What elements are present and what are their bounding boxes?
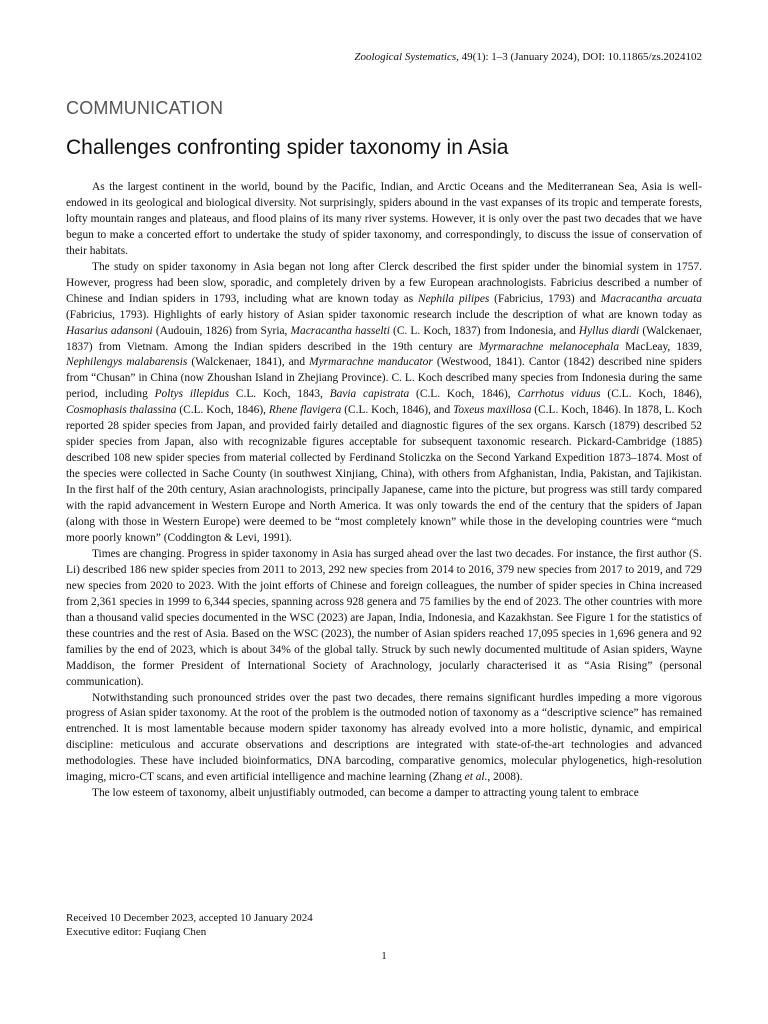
italic-term: Myrmarachne manducator bbox=[309, 356, 433, 369]
text-run: , 2008). bbox=[487, 771, 523, 784]
paragraph bbox=[66, 260, 702, 547]
paragraph bbox=[66, 180, 702, 260]
text-run: (Fabricius, 1793). Highlights of early history of Asian spider taxonomic research include the description of what are known today as bbox=[66, 308, 702, 321]
italic-term: Cosmophasis thalassina bbox=[66, 404, 177, 417]
text-run: (Audouin, 1826) from Syria, bbox=[152, 324, 291, 337]
text-run: Times are changing. Progress in spider taxonomy in Asia has surged ahead over the last two decades. For instance, the first author (S. Li) described 186 new spider species from 2011 to 2013, 292 new species from 2014 to 2016, 379 new species from 2017 to 2019, and 729 new species from 2020 to 2023. With the joint efforts of Chinese and foreign colleagues, the number of spider species in China increased from 2,361 species in 1999 to 6,344 species, spanning across 928 genera and 75 families by the end of 2023. The other countries with more than a thousand valid species documented in the WSC (2023) are Japan, India, Indonesia, and Kazakhstan. See Figure 1 for the statistics of these countries and the rest of Asia. Based on the WSC (2023), the number of Asian spiders reached 17,095 species in 1,696 genera and 92 families by the end of 2023, which is about 34% of the global tally. Struck by such newly documented multitude of Asian spiders, Wayne Maddison, the former President of International Society of Arachnology, jocularly characterised it as “Asia Rising” (personal communication). bbox=[66, 547, 702, 688]
italic-term: Macracantha arcuata bbox=[600, 292, 702, 305]
text-run: As the largest continent in the world, bound by the Pacific, Indian, and Arctic Oceans and the Mediterranean Sea, Asia is well-endowed in its geological and biological diversity. Not surprisingly, spiders abound in the vast expanses of its tropic and temperate forests, lofty mountain ranges and plateaus, and flood plains of its many river systems. However, it is only over the past two decades that we have begun to make a concerted effort to undertake the study of spider taxonomy, and correspondingly, to discuss the issue of conservation of their habitats. bbox=[66, 181, 702, 257]
text-run: Notwithstanding such pronounced strides over the past two decades, there remains significant hurdles impeding a more vigorous progress of Asian spider taxonomy. At the root of the problem is the outmoded notion of taxonomy as a “descriptive science” has remained entrenched. It is most lamentable because modern spider taxonomy has already evolved into a more holistic, dynamic, and empirical discipline: meticulous and accurate observations and descriptions are integrated with state-of-the-art technologies and advanced methodologies. These have included bioinformatics, DNA barcoding, comparative genomics, molecular phylogenetics, high-resolution imaging, micro-CT scans, and even artificial intelligence and machine learning (Zhang bbox=[66, 691, 702, 784]
section-label: COMMUNICATION bbox=[66, 98, 224, 118]
text-run: (C.L. Koch, 1846), bbox=[176, 404, 269, 417]
text-run: (C. L. Koch, 1837) from Indonesia, and bbox=[389, 324, 579, 337]
text-run: (Walckenaer, 1837) from Vietnam. Among the Indian spiders described in the 19th century are bbox=[66, 324, 702, 353]
italic-term: Macracantha hasselti bbox=[290, 324, 390, 337]
text-run: (C.L. Koch, 1846), and bbox=[341, 404, 454, 417]
article-footer bbox=[66, 911, 313, 939]
italic-term: Myrmarachne melanocephala bbox=[478, 340, 620, 353]
italic-term: Nephila pilipes bbox=[418, 292, 490, 305]
italic-term: Toxeus maxillosa bbox=[453, 404, 532, 417]
text-run: The study on spider taxonomy in Asia began not long after Clerck described the first spider under the binomial system in 1757. However, progress had been slow, sporadic, and completely driven by a few European arachnologists. Fabricius described a number of Chinese and Indian spiders in 1793, including what are known today as bbox=[66, 260, 702, 305]
citation-details: , 49(1): 1–3 (January 2024), DOI: 10.11865/zs.2024102 bbox=[456, 51, 702, 63]
paragraph bbox=[66, 786, 702, 802]
text-run: (C.L. Koch, 1846), bbox=[409, 388, 518, 401]
text-run: The low esteem of taxonomy, albeit unjustifiably outmoded, can become a damper to attracting young talent to embrace bbox=[92, 787, 639, 800]
italic-term: Hyllus diardi bbox=[578, 324, 640, 337]
page-number: 1 bbox=[381, 950, 387, 962]
text-run: (C.L. Koch, 1846), bbox=[600, 388, 702, 401]
italic-term: Hasarius adansoni bbox=[66, 324, 153, 337]
italic-term: Nephilengys malabarensis bbox=[66, 356, 188, 369]
received-date: Received 10 December 2023, accepted 10 January 2024 bbox=[66, 912, 313, 924]
text-run: MacLeay, 1839, bbox=[619, 340, 702, 353]
executive-editor: Executive editor: Fuqiang Chen bbox=[66, 926, 207, 938]
text-run: (Fabricius, 1793) and bbox=[489, 292, 601, 305]
italic-term: et al. bbox=[464, 771, 488, 784]
article-body bbox=[66, 180, 702, 802]
italic-term: Poltys illepidus bbox=[154, 388, 230, 401]
text-run: (C.L. Koch, 1846). In 1878, L. Koch reported 28 spider species from Japan, and provided fairly detailed and diagnostic figures of the sex organs. Karsch (1879) described 52 spider species from Japan, also with recognizable figures acceptable for subsequent taxonomic research. Pickard-Cambridge (1885) described 108 new spider species from material collected by Ferdinand Stoliczka on the Second Yarkand Expedition 1873–1874. Most of the species were collected in Sache County (in southwest Xinjiang, China), with others from Afghanistan, India, Pakistan, and Tajikistan. In the first half of the 20th century, Asian arachnologists, principally Japanese, came into the picture, but progress was still tardy compared with the rapid advancement in Western Europe and North America. It was only towards the end of the century that the spiders of Japan (along with those in Western Europe) were deemed to be “most completely known” while those in the developing countries were “much more poorly known” (Coddington & Levi, 1991). bbox=[66, 404, 703, 544]
journal-name: Zoological Systematics bbox=[354, 51, 457, 63]
italic-term: Bavia capistrata bbox=[329, 388, 410, 401]
journal-citation bbox=[354, 50, 702, 64]
text-run: C.L. Koch, 1843, bbox=[229, 388, 330, 401]
paragraph bbox=[66, 691, 702, 787]
italic-term: Carrhotus viduus bbox=[517, 388, 601, 401]
text-run: (Westwood, 1841). Cantor (1842) described nine spiders from “Chusan” in China (now Zhoushan Island in Zhejiang Province). C. L. Koch described many species from Indonesia during the same period, including bbox=[66, 356, 702, 401]
text-run: (Walckenaer, 1841), and bbox=[187, 356, 310, 369]
paragraph bbox=[66, 547, 702, 691]
article-title: Challenges confronting spider taxonomy in Asia bbox=[66, 136, 509, 159]
italic-term: Rhene flavigera bbox=[268, 404, 342, 417]
